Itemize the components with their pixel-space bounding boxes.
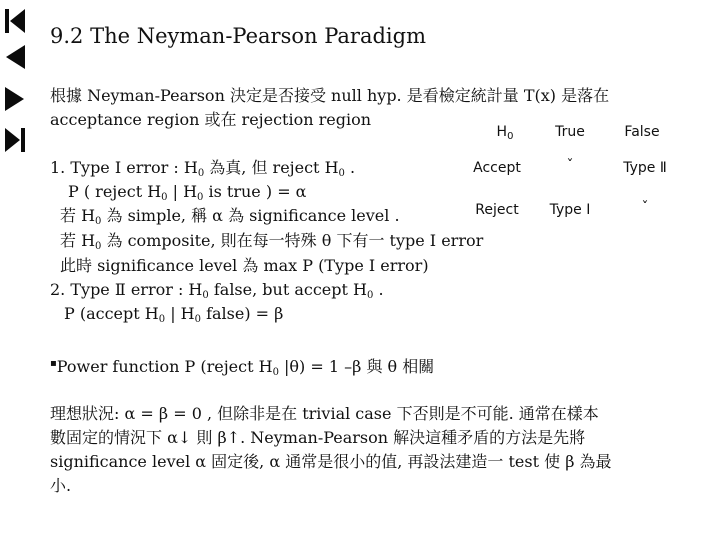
table-row-reject-label: Reject: [475, 202, 519, 218]
ideal-line-3: significance level α 固定後, α 通常是很小的值, 再設法建造一 test 使 β 為最: [50, 452, 612, 471]
type1-definition: 1. Type Ⅰ error : $H_0$ 為真, 但 reject $H_0$ .: [50, 158, 356, 179]
table-header-false: False: [624, 124, 660, 140]
bullet-icon: ▪: [50, 358, 57, 369]
type1-composite: 若 $H_0$ 為 composite, 則在每一特殊 θ 下有一 type Ⅰ error: [60, 231, 484, 252]
previous-slide-icon[interactable]: [4, 44, 26, 70]
last-slide-icon[interactable]: [4, 127, 26, 153]
type1-max: 此時 significance level 為 max P (Type Ⅰ error): [60, 256, 429, 275]
table-cell-reject-true: Type Ⅰ: [549, 202, 591, 218]
type2-definition: 2. Type Ⅱ error : $H_0$ false, but accept $H_0$ .: [50, 280, 384, 301]
type1-simple: 若 $H_0$ 為 simple, 稱 α 為 significance level .: [60, 206, 400, 227]
table-cell-reject-false: ˇ: [641, 200, 649, 216]
next-slide-icon[interactable]: [4, 86, 26, 112]
type1-probability: P ( reject $H_0$ | $H_0$ is true ) = α: [68, 182, 307, 203]
intro-line-2: acceptance region 或在 rejection region: [50, 110, 372, 129]
first-slide-icon[interactable]: [4, 8, 26, 34]
table-header-true: True: [555, 124, 585, 140]
ideal-line-1: 理想狀況: α = β = 0 , 但除非是在 trivial case 下否則是不可能. 通常在樣本: [50, 404, 599, 423]
slide-title: 9.2 The Neyman-Pearson Paradigm: [50, 24, 427, 48]
ideal-line-2: 數固定的情況下 α↓ 則 β↑. Neyman-Pearson 解決這種矛盾的方法是先將: [50, 428, 586, 447]
table-header-h0: $H_0$: [496, 124, 514, 142]
intro-line-1: 根據 Neyman-Pearson 決定是否接受 null hyp. 是看檢定統計量 T(x) 是落在: [50, 86, 610, 105]
ideal-line-4: 小.: [50, 476, 72, 495]
type2-probability: P (accept $H_0$ | $H_0$ false) = β: [64, 304, 284, 325]
table-cell-accept-true: ˇ: [566, 158, 574, 174]
table-cell-accept-false: Type Ⅱ: [623, 160, 667, 176]
table-row-accept-label: Accept: [473, 160, 521, 176]
power-function: ▪Power function P (reject $H_0$ |θ) = 1 –β 與 θ 相關: [50, 357, 435, 378]
